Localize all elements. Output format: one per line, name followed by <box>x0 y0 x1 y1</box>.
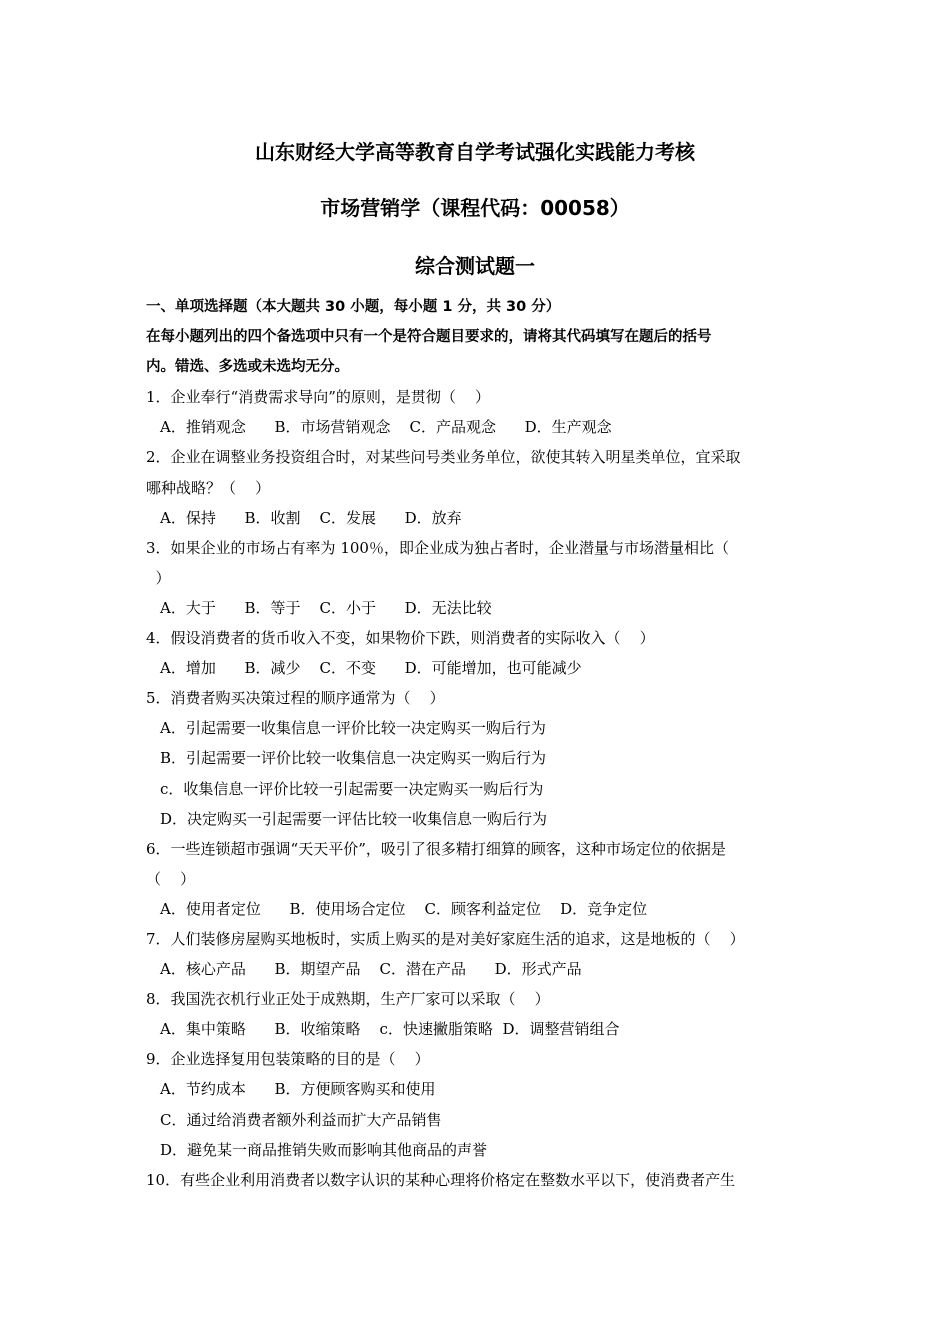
question-text: 4．假设消费者的货币收入不变，如果物价下跌，则消费者的实际收入（ ） <box>146 629 655 648</box>
answer-options: D．决定购买一引起需要一评估比较一收集信息一购后行为 <box>160 809 548 828</box>
answer-options: D．避免某一商品推销失败而影响其他商品的声誉 <box>160 1140 488 1159</box>
question-text: 1．企业奉行“消费需求导向”的原则，是贯彻（ ） <box>146 388 490 407</box>
question-text: 5．消费者购买决策过程的顺序通常为（ ） <box>146 689 445 708</box>
answer-options: A．保持 B．收割 C．发展 D．放弃 <box>160 508 462 527</box>
question-text: 哪种战略？（ ） <box>146 478 271 497</box>
answer-options: A．推销观念 B．市场营销观念 C．产品观念 D．生产观念 <box>160 418 612 437</box>
answer-options: A．引起需要一收集信息一评价比较一决定购买一购后行为 <box>160 719 546 738</box>
question-text: 2．企业在调整业务投资组合时，对某些问号类业务单位，欲使其转入明星类单位，宜采取 <box>146 448 741 467</box>
answer-options: A．核心产品 B．期望产品 C．潜在产品 D．形式产品 <box>160 960 582 979</box>
question-text: 10．有些企业利用消费者以数字认识的某种心理将价格定在整数水平以下，使消费者产生 <box>146 1170 736 1189</box>
exam-title: 山东财经大学高等教育自学考试强化实践能力考核 <box>255 140 695 164</box>
course-title: 市场营销学（课程代码：00058） <box>320 196 630 220</box>
question-text: ） <box>146 568 171 587</box>
answer-options: A．增加 B．减少 C．不变 D．可能增加，也可能减少 <box>160 659 582 678</box>
test-title: 综合测试题一 <box>415 254 535 278</box>
answer-options: A．节约成本 B．方便顾客购买和使用 <box>160 1080 436 1099</box>
answer-options: C．通过给消费者额外利益而扩大产品销售 <box>160 1110 442 1129</box>
question-list <box>146 292 814 1195</box>
answer-options: A．使用者定位 B．使用场合定位 C．顾客利益定位 D．竞争定位 <box>160 899 648 918</box>
section-instruction: 内。错选、多选或未选均无分。 <box>146 359 349 376</box>
answer-options: A．集中策略 B．收缩策略 c．快速撇脂策略 D．调整营销组合 <box>160 1020 620 1039</box>
question-text: 3．如果企业的市场占有率为 100％，即企业成为独占者时，企业潜量与市场潜量相比（ <box>146 538 729 557</box>
answer-options: B．引起需要一评价比较一收集信息一决定购买一购后行为 <box>160 749 547 768</box>
question-text: 6．一些连锁超市强调“天天平价”，吸引了很多精打细算的顾客，这种市场定位的依据是 <box>146 839 726 858</box>
answer-options: c．收集信息一评价比较一引起需要一决定购买一购后行为 <box>160 779 544 798</box>
section-instruction: 在每小题列出的四个备选项中只有一个是符合题目要求的，请将其代码填写在题后的括号 <box>146 329 712 346</box>
question-text: 9．企业选择复用包装策略的目的是（ ） <box>146 1050 430 1069</box>
question-text: 7．人们装修房屋购买地板时，实质上购买的是对美好家庭生活的追求，这是地板的（ ） <box>146 929 745 948</box>
answer-options: A．大于 B．等于 C．小于 D．无法比较 <box>160 598 492 617</box>
section-instruction: 一、单项选择题（本大题共 30 小题，每小题 1 分，共 30 分） <box>146 299 561 315</box>
question-text: （ ） <box>146 869 196 888</box>
question-text: 8．我国洗衣机行业正处于成熟期，生产厂家可以采取（ ） <box>146 990 550 1009</box>
